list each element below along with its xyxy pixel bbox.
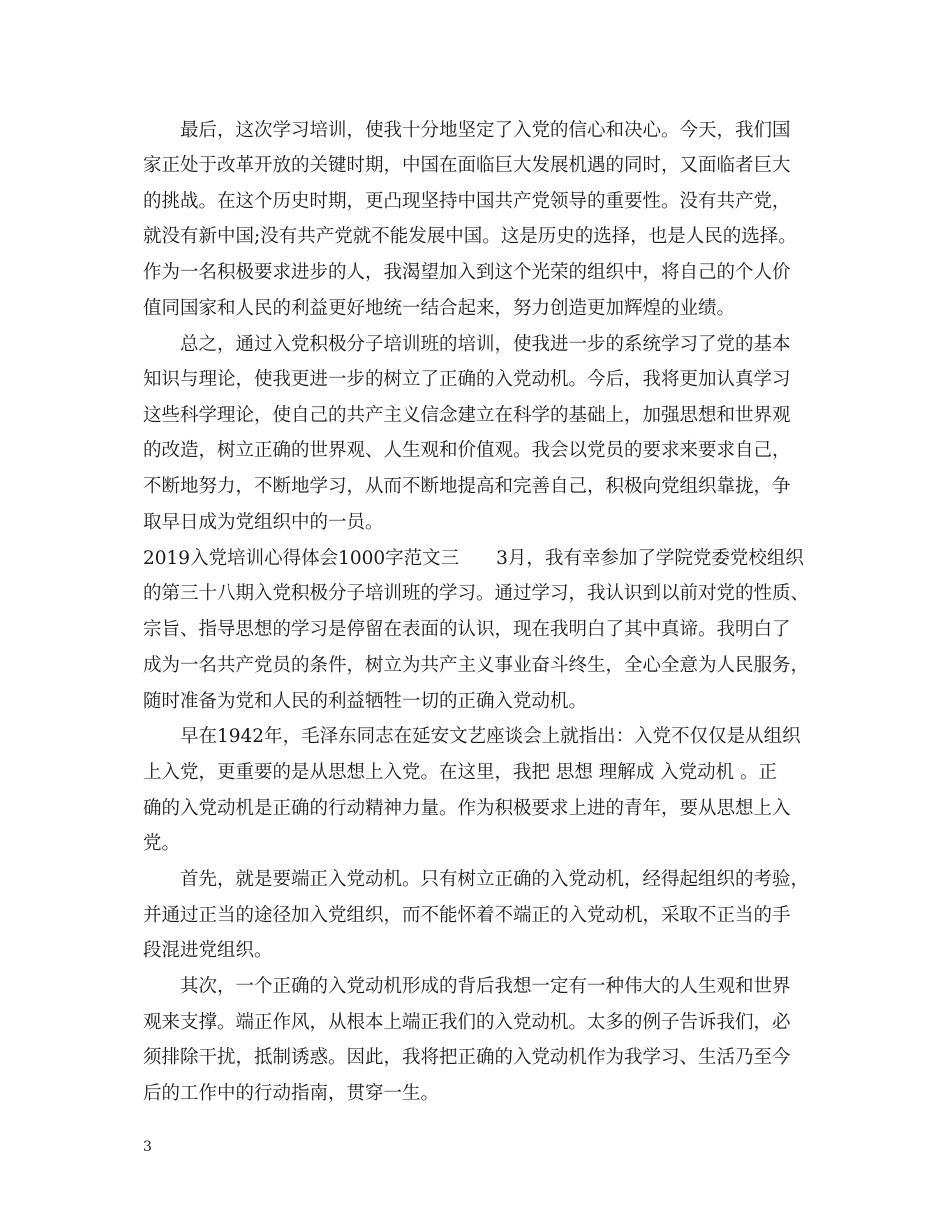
text-line: 党。 [143,833,181,854]
text-line: 段混进党组织。 [143,940,273,961]
text-line: 最后，这次学习培训，使我十分地坚定了入党的信心和决心。今天，我们国 [143,120,791,141]
text-line: 首先，就是要端正入党动机。只有树立正确的入党动机，经得起组织的考验， [143,869,810,890]
text-line: 的第三十八期入党积极分子培训班的学习。通过学习，我认识到以前对党的性质、 [143,583,810,604]
text-line: 确的入党动机是正确的行动精神力量。作为积极要求上进的青年，要从思想上入 [143,798,791,819]
text-line: 值同国家和人民的利益更好地统一结合起来，努力创造更加辉煌的业绩。 [143,298,736,319]
text-line: 2019入党培训心得体会1000字范文三 3月，我有幸参加了学院党委党校组织 [143,548,804,569]
text-line: 随时准备为党和人民的利益牺牲一切的正确入党动机。 [143,691,588,712]
text-line: 其次，一个正确的入党动机形成的背后我想一定有一种伟大的人生观和世界 [143,976,791,997]
text-line: 家正处于改革开放的关键时期，中国在面临巨大发展机遇的同时，又面临者巨大 [143,155,791,176]
text-line: 并通过正当的途径加入党组织，而不能怀着不端正的入党动机，采取不正当的手 [143,905,791,926]
page-number: 3 [143,1139,152,1155]
text-line: 后的工作中的行动指南，贯穿一生。 [143,1083,440,1104]
text-line: 作为一名积极要求进步的人，我渴望加入到这个光荣的组织中，将自己的个人价 [143,262,791,283]
text-line: 早在1942年，毛泽东同志在延安文艺座谈会上就指出：入党不仅仅是从组织 [143,726,801,747]
text-line: 成为一名共产党员的条件，树立为共产主义事业奋斗终生，全心全意为人民服务， [143,655,810,676]
text-line: 总之，通过入党积极分子培训班的培训，使我进一步的系统学习了党的基本 [143,334,791,355]
text-line: 宗旨、指导思想的学习是停留在表面的认识，现在我明白了其中真谛。我明白了 [143,619,791,640]
text-line: 须排除干扰，抵制诱惑。因此，我将把正确的入党动机作为我学习、生活乃至今 [143,1047,791,1068]
text-line: 这些科学理论，使自己的共产主义信念建立在科学的基础上，加强思想和世界观 [143,405,791,426]
text-line: 知识与理论，使我更进一步的树立了正确的入党动机。今后，我将更加认真学习 [143,369,791,390]
text-line: 不断地努力，不断地学习，从而不断地提高和完善自己，积极向党组织靠拢，争 [143,476,791,497]
text-line: 取早日成为党组织中的一员。 [143,512,384,533]
text-line: 的改造，树立正确的世界观、人生观和价值观。我会以党员的要求来要求自己， [143,440,791,461]
text-line: 观来支撑。端正作风，从根本上端正我们的入党动机。太多的例子告诉我们，必 [143,1012,791,1033]
text-line: 上入党，更重要的是从思想上入党。在这里，我把 思想 理解成 入党动机 。正 [143,762,778,783]
text-line: 的挑战。在这个历史时期，更凸现坚持中国共产党领导的重要性。没有共产党， [143,191,791,212]
text-line: 就没有新中国;没有共产党就不能发展中国。这是历史的选择，也是人民的选择。 [143,226,797,247]
